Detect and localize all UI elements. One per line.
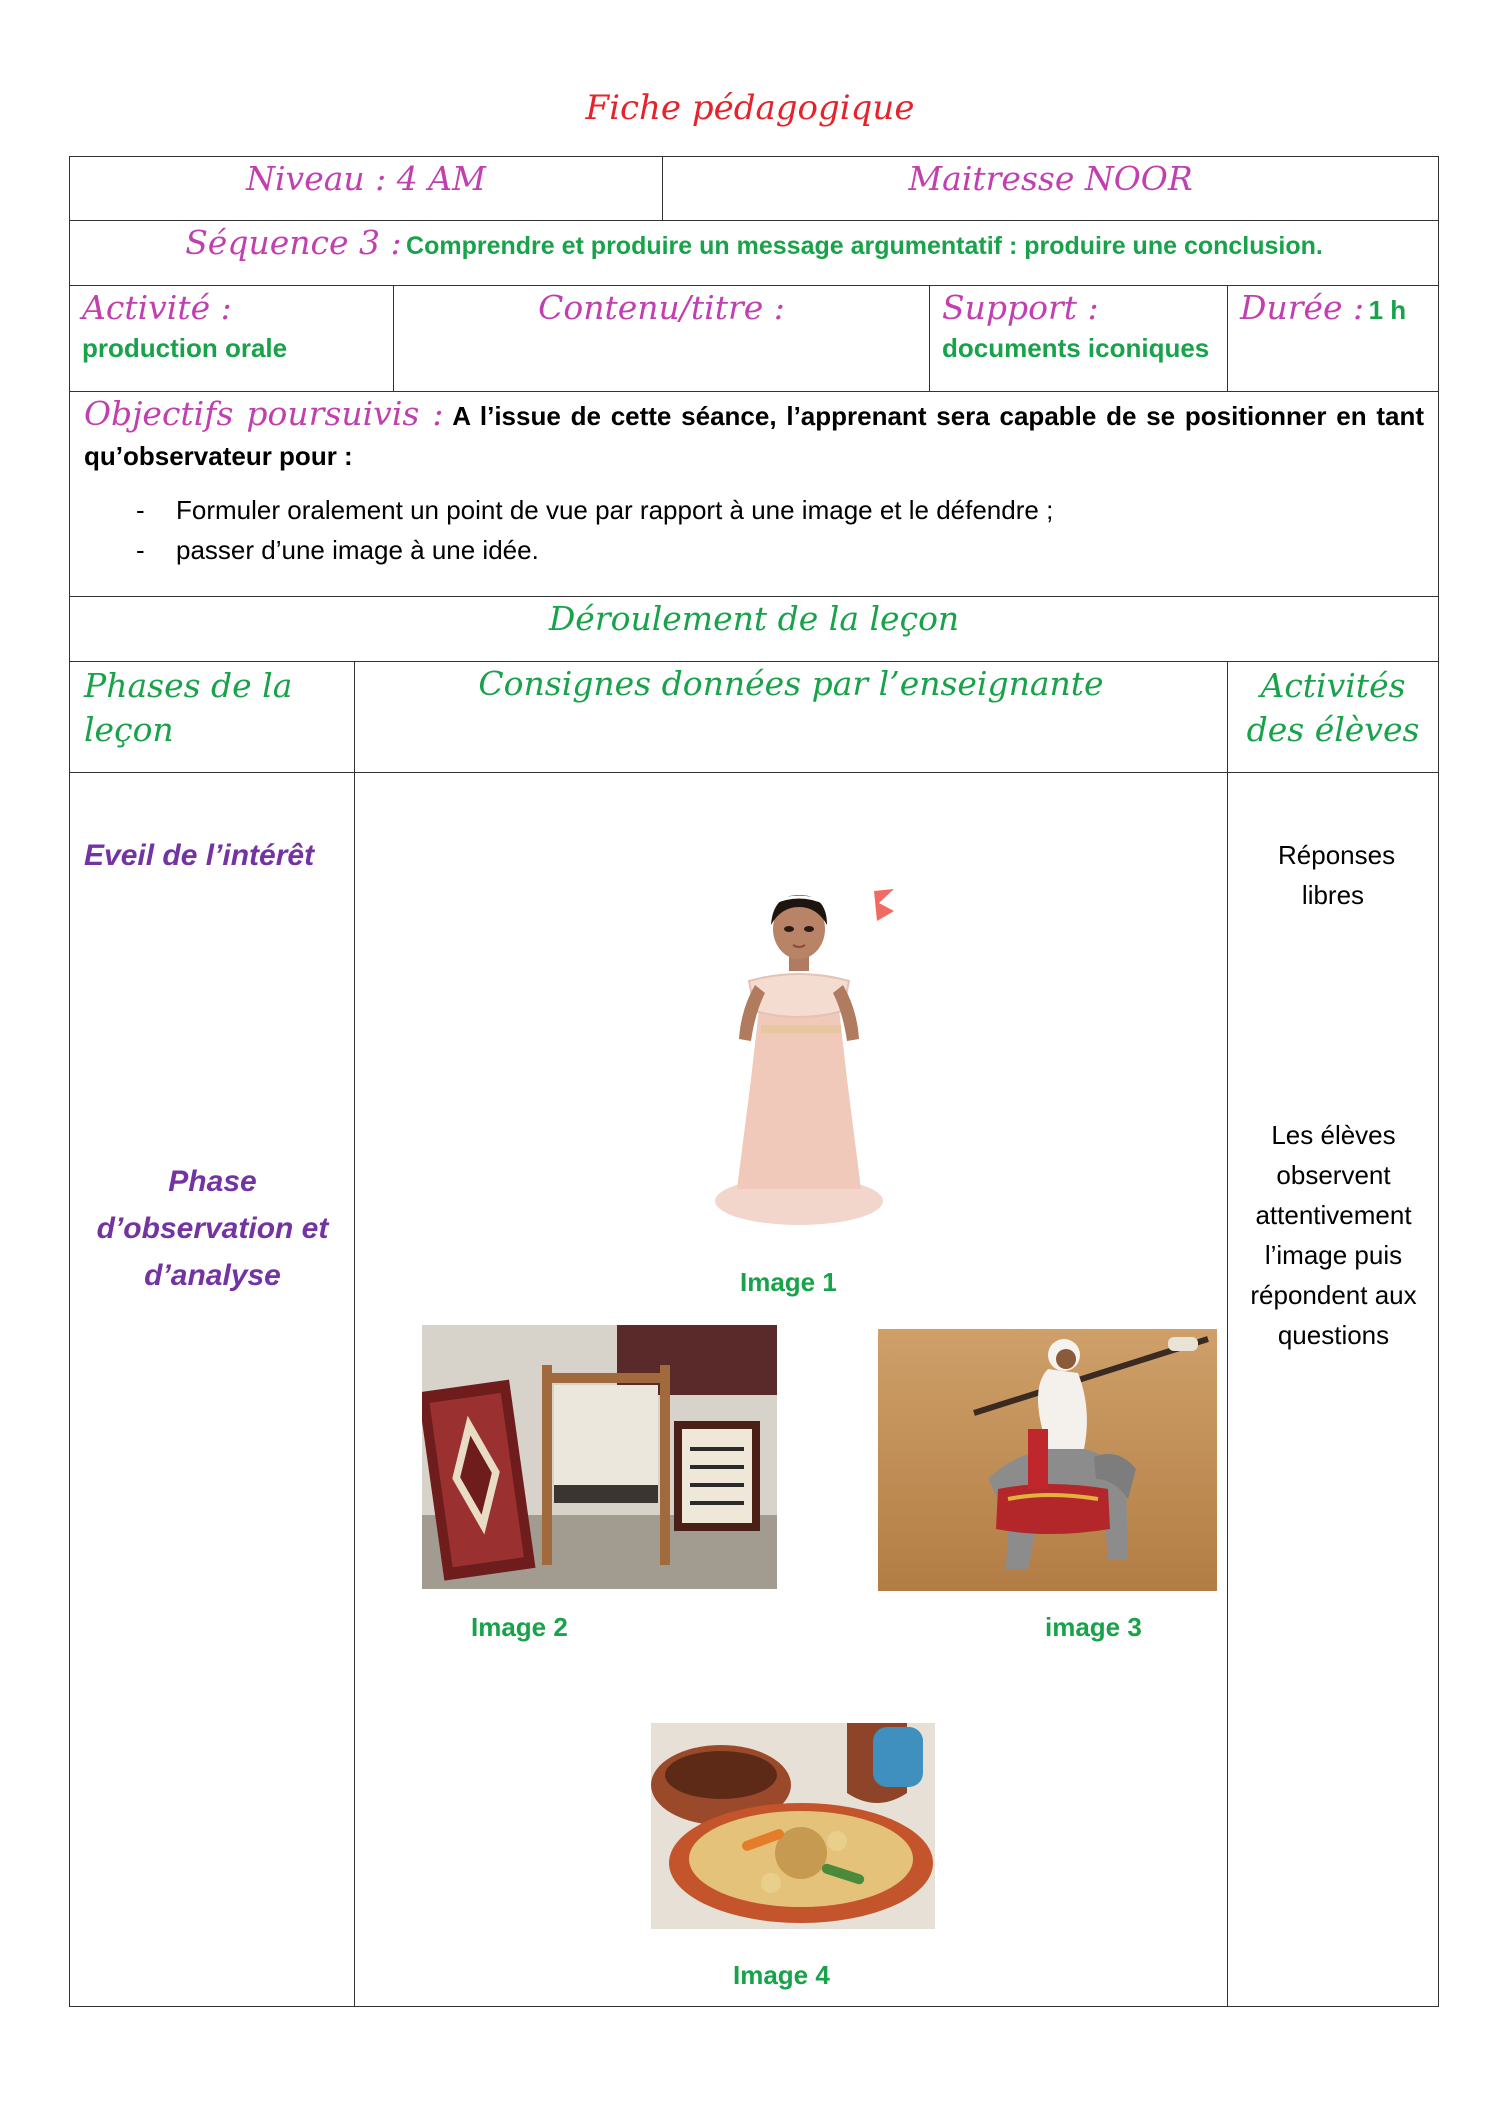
image-4-couscous [651,1723,935,1929]
objectives-label: Objectifs poursuivis : [84,394,444,433]
phases-column [70,773,355,2007]
niveau-label: Niveau : [246,159,387,198]
response-second: Les élèves observent attentivement l’image puis répondent aux questions [1250,1120,1417,1350]
activite-cell [70,286,394,392]
activite-value: production orale [82,333,288,363]
image-3-horseman [878,1329,1217,1591]
objective-item: - passer d’une image à une idée. [136,530,1424,570]
image-2-loom [422,1325,777,1589]
sequence-value: Comprendre et produire un message argumentatif : produire une conclusion. [406,232,1323,260]
page-title: Fiche pédagogique [585,88,915,128]
consignes-column [355,773,1228,2007]
image-1-caption: Image 1 [740,1267,837,1297]
support-label: Support : [942,288,1099,327]
support-cell [930,286,1228,392]
image-4-caption: Image 4 [733,1960,830,1990]
sequence-label: Séquence 3 : [185,223,402,262]
activite-label: Activité : [82,288,232,327]
teacher-name: Maitresse NOOR [908,159,1193,198]
support-value: documents iconiques [942,333,1210,363]
lesson-title: Déroulement de la leçon [548,599,960,638]
image-2-caption: Image 2 [471,1612,568,1642]
niveau-cell [70,157,663,221]
duree-label: Durée : [1240,288,1365,327]
loom-carpets-photo [422,1325,777,1589]
lesson-title-cell [70,597,1439,662]
col-activites-header: Activités des élèves [1228,662,1439,773]
duree-cell [1228,286,1439,392]
teacher-cell [663,157,1439,221]
objectives-intro: A l’issue de cette séance, l’apprenant sera capable de se positionner en tant qu’observateur pour : [84,401,1425,471]
activites-column [1228,773,1439,2007]
lesson-sheet-table [69,156,1439,2007]
image-1-dress [689,889,907,1233]
sequence-cell [70,221,1439,286]
col-phases-header: Phases de la leçon [70,662,355,773]
objectives-intro-block [84,394,1424,476]
response-first: Réponses libres [1278,840,1396,910]
niveau-value: 4 AM [396,159,486,198]
contenu-cell [394,286,930,392]
phase-eveil: Eveil de l’intérêt [84,839,315,872]
horseman-photo [878,1329,1217,1591]
objective-item: - Formuler oralement un point de vue par rapport à une image et le défendre ; [136,490,1424,530]
woman-dress-illustration [689,889,907,1233]
col-consignes-header: Consignes données par l’enseignante [355,662,1228,773]
duree-value: 1 h [1368,295,1407,325]
objectives-list [84,490,1424,570]
contenu-label: Contenu/titre : [538,288,785,327]
couscous-photo [651,1723,935,1929]
image-3-caption: image 3 [1045,1612,1142,1642]
objectives-cell [70,392,1439,597]
phase-observation: Phase d’observation et d’analyse [96,1165,329,1292]
